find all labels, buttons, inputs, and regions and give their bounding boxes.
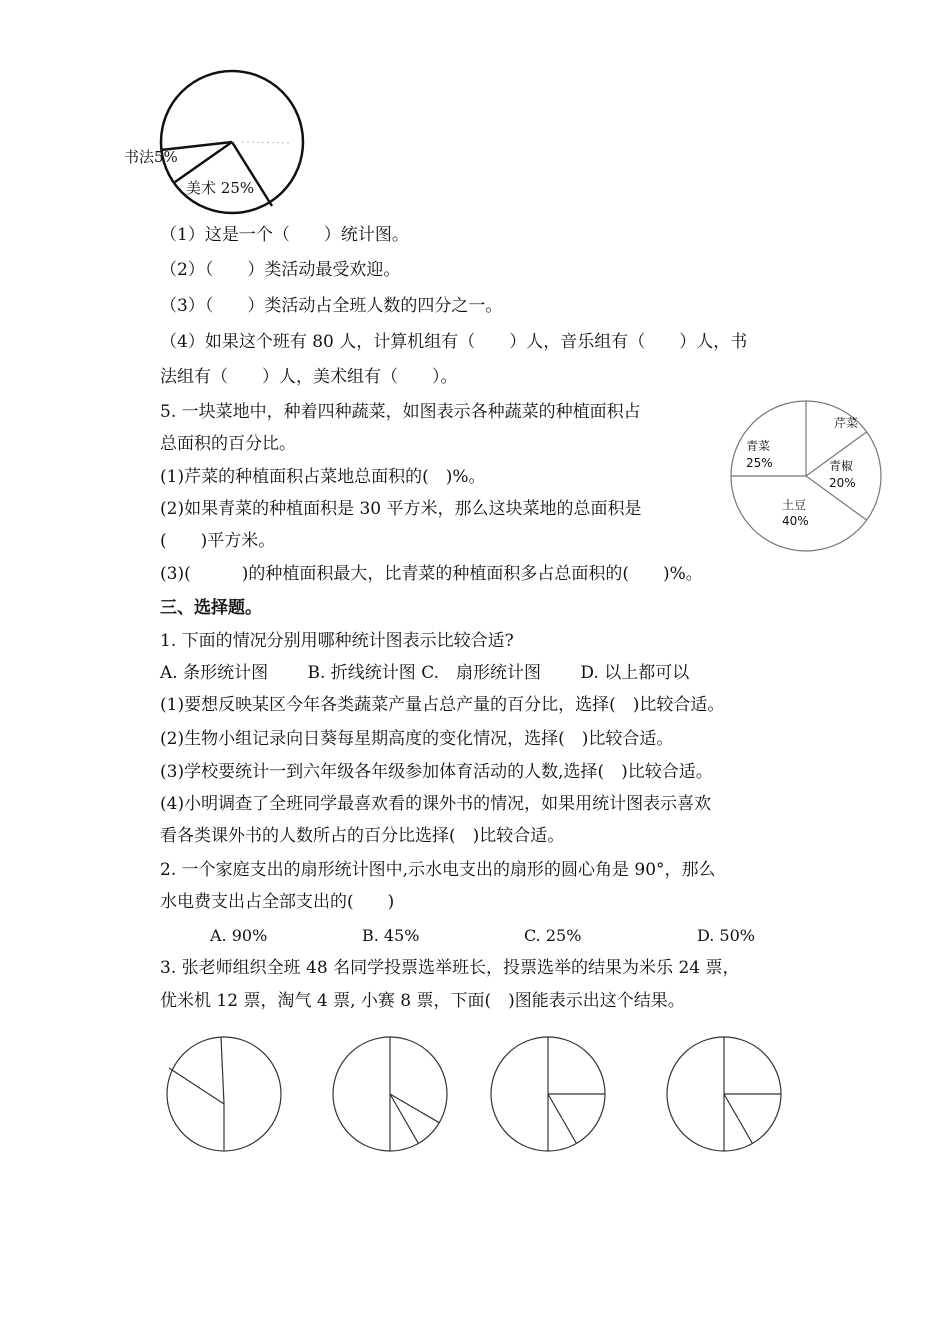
veg-label-greens: 青菜 bbox=[746, 439, 771, 453]
s3-q3-line-1: 3. 张老师组织全班 48 名同学投票选举班长，投票选举的结果为米乐 24 票， bbox=[160, 958, 740, 978]
veg-label-pepper-pct: 20% bbox=[829, 476, 856, 490]
option-pie-divider bbox=[548, 1094, 576, 1143]
veg-label-potato: 土豆 bbox=[782, 498, 807, 512]
q4-line-4: （4）如果这个班有 80 人，计算机组有（ ）人，音乐组有（ ）人，书 bbox=[160, 332, 748, 352]
q4-line-2: （2）（ ）类活动最受欢迎。 bbox=[160, 260, 401, 280]
s3-q2-option-b: B. 45% bbox=[362, 926, 420, 945]
pie-label-art: 美术 25% bbox=[186, 179, 255, 197]
vegetable-pie-chart bbox=[728, 398, 888, 554]
option-pie-divider bbox=[724, 1094, 752, 1143]
q4-line-5: 法组有（ ）人，美术组有（ ）。 bbox=[160, 367, 458, 387]
q3-option-pie-b[interactable] bbox=[330, 1034, 450, 1154]
s3-q1-sub-1: (1)要想反映某区今年各类蔬菜产量占总产量的百分比，选择( )比较合适。 bbox=[160, 695, 725, 715]
veg-label-celery: 芹菜 bbox=[834, 416, 859, 430]
q3-option-pie-c[interactable] bbox=[488, 1034, 608, 1154]
q3-option-pie-d[interactable] bbox=[664, 1034, 784, 1154]
q4-line-1: （1）这是一个（ ）统计图。 bbox=[160, 225, 409, 245]
option-pie-divider bbox=[169, 1068, 224, 1104]
pie-label-calligraphy: 书法5% bbox=[124, 148, 178, 166]
s3-q3-line-2: 优米机 12 票，淘气 4 票, 小赛 8 票，下面( )图能表示出这个结果。 bbox=[160, 991, 685, 1011]
veg-label-greens-pct: 25% bbox=[746, 456, 773, 470]
q5-line-3: (1)芹菜的种植面积占菜地总面积的( )%。 bbox=[160, 467, 486, 487]
option-pie-divider bbox=[390, 1094, 439, 1123]
activity-pie-faint-line bbox=[242, 142, 290, 143]
q5-line-2: 总面积的百分比。 bbox=[160, 434, 296, 454]
s3-q2-option-c: C. 25% bbox=[524, 926, 582, 945]
s3-q1-line-1: 1. 下面的情况分别用哪种统计图表示比较合适? bbox=[160, 631, 514, 651]
q5-line-6: (3)( )的种植面积最大，比青菜的种植面积多占总面积的( )%。 bbox=[160, 564, 703, 584]
q5-line-5: ( )平方米。 bbox=[160, 531, 276, 551]
section-3-title: 三、选择题。 bbox=[160, 598, 262, 618]
s3-q1-sub-4b: 看各类课外书的人数所占的百分比选择( )比较合适。 bbox=[160, 826, 565, 846]
s3-q1-options: A. 条形统计图 B. 折线统计图 C. 扇形统计图 D. 以上都可以 bbox=[160, 663, 690, 683]
veg-label-pepper: 青椒 bbox=[829, 459, 854, 473]
q4-line-3: （3）（ ）类活动占全班人数的四分之一。 bbox=[160, 296, 503, 316]
q5-line-4: (2)如果青菜的种植面积是 30 平方米，那么这块菜地的总面积是 bbox=[160, 499, 642, 519]
veg-label-potato-pct: 40% bbox=[782, 514, 809, 528]
s3-q2-line-2: 水电费支出占全部支出的( ) bbox=[160, 892, 395, 912]
s3-q2-option-d: D. 50% bbox=[697, 926, 755, 945]
s3-q1-sub-4a: (4)小明调查了全班同学最喜欢看的课外书的情况，如果用统计图表示喜欢 bbox=[160, 794, 712, 814]
s3-q2-line-1: 2. 一个家庭支出的扇形统计图中,示水电支出的扇形的圆心角是 90°，那么 bbox=[160, 860, 716, 880]
option-pie-divider bbox=[390, 1094, 418, 1143]
s3-q1-sub-3: (3)学校要统计一到六年级各年级参加体育活动的人数,选择( )比较合适。 bbox=[160, 762, 713, 782]
q3-option-pie-a[interactable] bbox=[164, 1034, 284, 1154]
s3-q2-option-a: A. 90% bbox=[210, 926, 268, 945]
s3-q1-sub-2: (2)生物小组记录向日葵每星期高度的变化情况，选择( )比较合适。 bbox=[160, 729, 674, 749]
q5-line-1: 5. 一块菜地中，种着四种蔬菜，如图表示各种蔬菜的种植面积占 bbox=[160, 402, 641, 422]
option-pie-divider bbox=[221, 1037, 224, 1104]
